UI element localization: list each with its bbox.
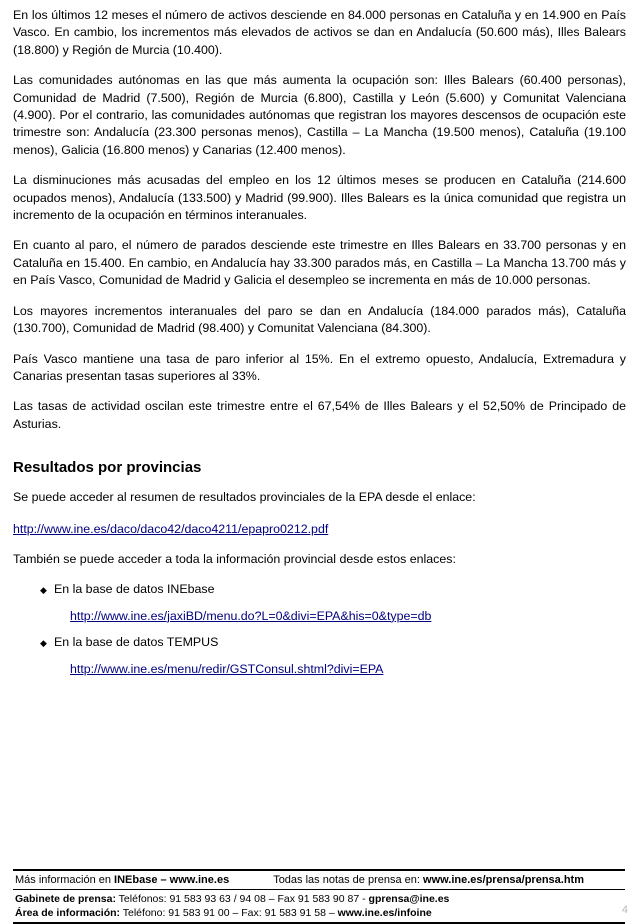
section-links-intro-text: También se puede acceder a toda la información provincial desde estos enlaces: xyxy=(13,551,456,566)
footer-more-info-prefix: Más información en xyxy=(15,874,115,886)
document-body xyxy=(13,7,626,687)
footer-press-office-label: Gabinete de prensa: xyxy=(15,893,116,905)
list-item xyxy=(13,581,626,625)
paragraph-ocupacion-ccaa: Las comunidades autónomas en las que más aumenta la ocupación son: Illes Balears (60.400 personas), Comunidad de Madrid (7.500), Región de Murcia (6.800), Castilla y León (5.600) y Comunitat Valenciana (4.900). Por el contrario, las comunidades autónomas que registran los mayores descensos de ocupación este trimestre son: Andalucía (23.300 personas menos), Castilla – La Mancha (19.500 menos), Cataluña (19.100 menos), Galicia (16.800 menos) y Canarias (12.400 menos). xyxy=(13,73,626,157)
paragraph-paro-interanual: Los mayores incrementos interanuales del paro se dan en Andalucía (184.000 parados más), Cataluña (130.700), Comunidad de Madrid (98.400) y Comunitat Valenciana (84.300). xyxy=(13,303,626,336)
page-footer xyxy=(13,869,625,924)
list-item xyxy=(13,634,626,678)
bullet-label-tempus: En la base de datos TEMPUS xyxy=(54,635,219,650)
footer-info-area-phones: Teléfono: 91 583 91 00 – Fax: 91 583 91 58 – xyxy=(120,906,338,919)
summary-link-line xyxy=(13,520,626,538)
footer-info-area-site[interactable]: www.ine.es/infoine xyxy=(337,906,432,919)
sub-link-row-tempus xyxy=(70,660,626,678)
paragraph-tasa-actividad: Las tasas de actividad oscilan este trimestre entre el 67,54% de Illes Balears y el 52,50% de Principado de Asturias. xyxy=(13,399,626,431)
link-inebase-jaxibd[interactable]: http://www.ine.es/jaxiBD/menu.do?L=0&divi=EPA&his=0&type=db xyxy=(70,608,432,623)
footer-press-office-row xyxy=(15,893,625,907)
footer-info-area-row xyxy=(15,907,625,921)
paragraph-empleo-interanual: La disminuciones más acusadas del empleo en los 12 últimos meses se producen en Cataluña (214.600 ocupados menos), Andalucía (133.500) y Madrid (99.900). Illes Balears es la única comunidad que registra un incremento de la ocupación en términos interanuales. xyxy=(13,173,626,223)
bullet-row-tempus xyxy=(13,634,626,652)
footer-contact-line xyxy=(13,871,625,889)
footer-press-notes-site[interactable]: www.ine.es/prensa/prensa.htm xyxy=(423,874,584,886)
section-intro-text: Se puede acceder al resumen de resultados provinciales de la EPA desde el enlace: xyxy=(13,490,476,505)
database-link-list xyxy=(13,581,626,678)
footer-info-area-label: Área de información: xyxy=(15,906,121,919)
diamond-bullet-icon: ◆ xyxy=(40,585,47,596)
footer-inebase-site[interactable]: INEbase – www.ine.es xyxy=(114,874,230,886)
paragraph-activos: En los últimos 12 meses el número de activos desciende en 84.000 personas en Cataluña y en 14.900 en País Vasco. En cambio, los incrementos más elevados de activos se dan en Andalucía (50.600 más), Illes Balears (18.800) y Región de Murcia (10.400). xyxy=(13,8,626,57)
paragraph-tasa-paro: País Vasco mantiene una tasa de paro inferior al 15%. En el extremo opuesto, Andalucía, Extremadura y Canarias presentan tasas superiores al 33%. xyxy=(13,351,626,383)
paragraph-paro-trimestral: En cuanto al paro, el número de parados desciende este trimestre en Illes Balears en 33.700 personas y en Cataluña en 15.400. En cambio, en Andalucía hay 33.300 parados más, en Castilla – La Mancha 13.700 más y en País Vasco, Comunidad de Madrid y Galicia el desempleo se incrementa en más de 10.000 personas. xyxy=(13,238,626,288)
footer-press-office-phones: Teléfonos: 91 583 93 63 / 94 08 – Fax 91 583 90 87 - xyxy=(115,893,369,905)
footer-press-office-email[interactable]: gprensa@ine.es xyxy=(368,893,450,905)
link-epapro-pdf[interactable]: http://www.ine.es/daco/daco42/daco4211/epapro0212.pdf xyxy=(13,521,329,536)
footer-press-notes-prefix: Todas las notas de prensa en: xyxy=(273,874,424,886)
page-number: 4 xyxy=(621,904,628,916)
footer-contact-details xyxy=(13,890,625,922)
link-tempus-gstconsul[interactable]: http://www.ine.es/menu/redir/GSTConsul.shtml?divi=EPA xyxy=(70,661,384,676)
bullet-row-inebase xyxy=(13,581,626,599)
sub-link-row-inebase xyxy=(70,607,626,625)
bullet-label-inebase: En la base de datos INEbase xyxy=(54,582,215,597)
diamond-bullet-icon: ◆ xyxy=(40,638,47,649)
section-heading-resultados-por-provincias: Resultados por provincias xyxy=(13,459,202,477)
